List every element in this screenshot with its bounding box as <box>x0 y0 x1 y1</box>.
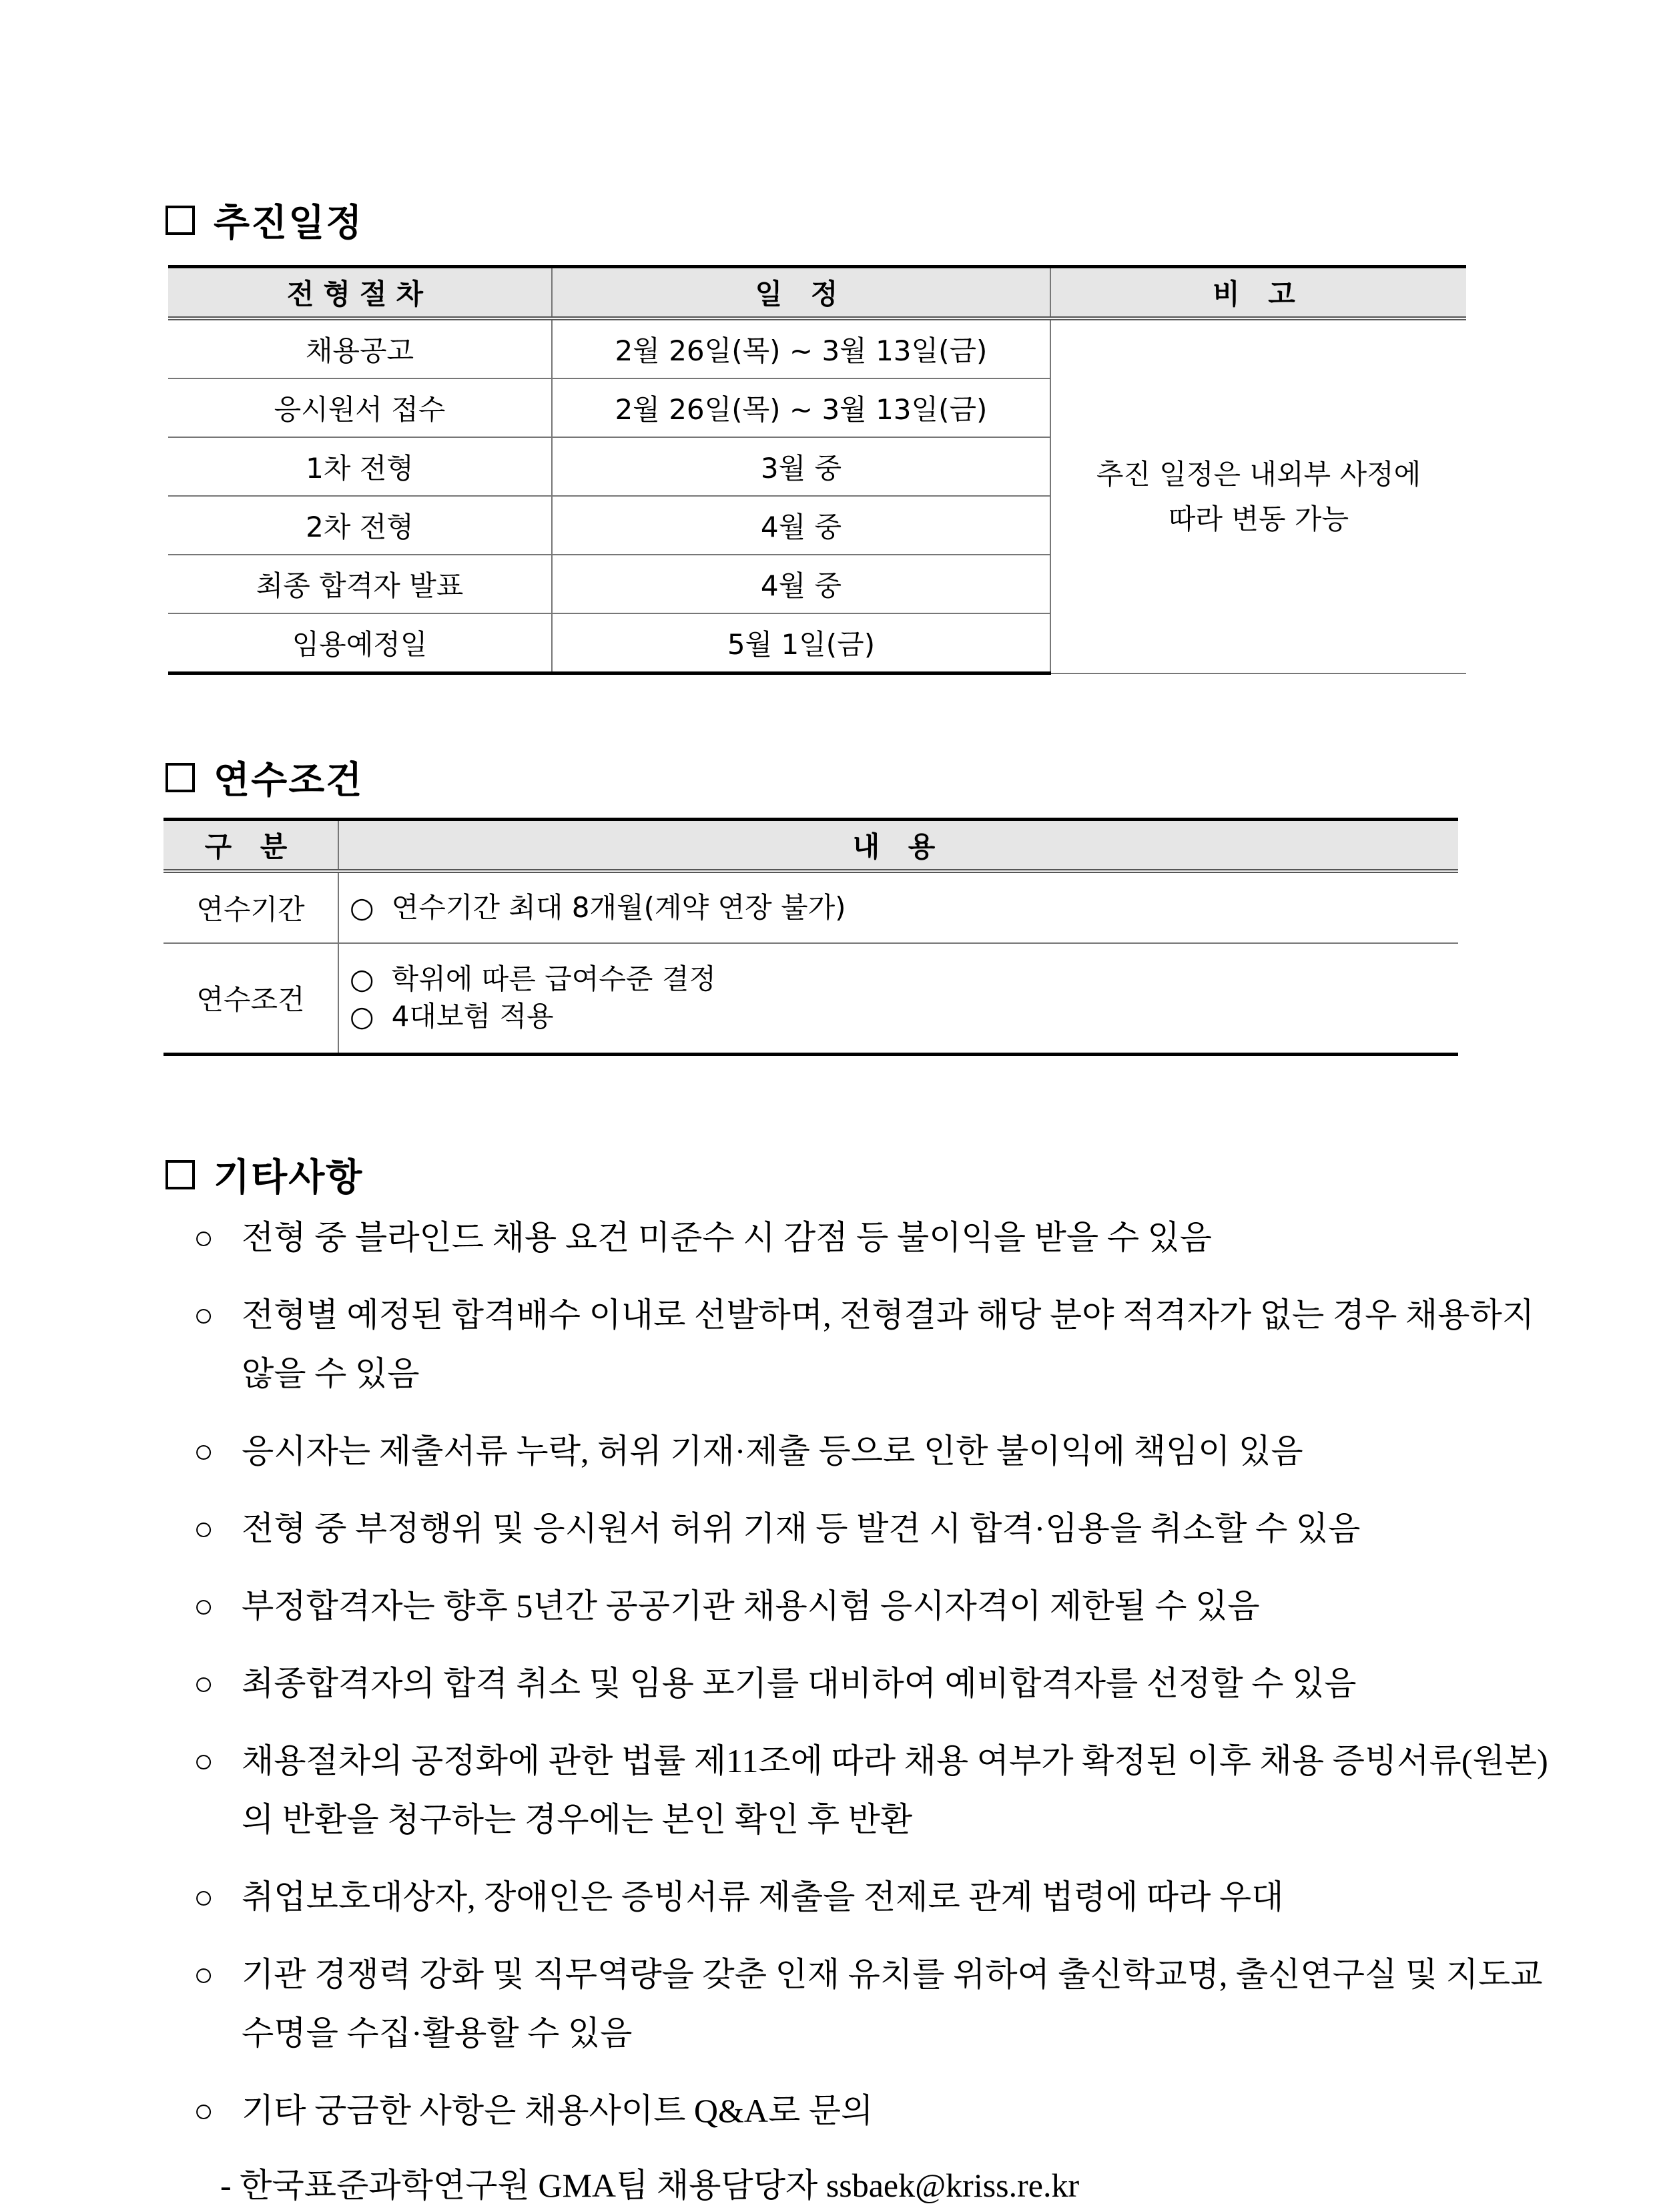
date-cell: 4월 중 <box>552 496 1050 555</box>
contact-info: - 한국표준과학연구원 GMA팀 채용담당자 ssbaek@kriss.re.kr <box>220 2167 1080 2204</box>
checkbox-square-icon <box>166 763 195 792</box>
circle-bullet-icon: ○ <box>350 890 374 924</box>
etc-section-title <box>166 1148 363 1201</box>
category-cell: 연수조건 <box>163 943 338 1054</box>
training-section-title <box>166 751 363 804</box>
content-cell <box>338 943 1458 1054</box>
header-content: 내 용 <box>338 820 1458 872</box>
note-line: 추진 일정은 내외부 사정에 <box>1096 457 1421 491</box>
step-cell: 채용공고 <box>168 318 552 378</box>
list-item: ○ 기관 경쟁력 강화 및 직무역량을 갖춘 인재 유치를 위하여 출신학교명, 출신연구실 및 지도교수명을 수집·활용할 수 있음 <box>194 1945 1548 2062</box>
header-step: 전형절차 <box>168 267 552 319</box>
etc-title-text: 기타사항 <box>214 1156 364 1199</box>
step-cell: 임용예정일 <box>168 613 552 673</box>
step-cell: 응시원서 접수 <box>168 378 552 437</box>
table-row <box>163 943 1458 1054</box>
list-item: ○ 부정합격자는 향후 5년간 공공기관 채용시험 응시자격이 제한될 수 있음 <box>194 1577 1548 1635</box>
content-item: ○ 4대보험 적용 <box>350 1000 554 1033</box>
list-item: ○ 응시자는 제출서류 누락, 허위 기재·제출 등으로 인한 불이익에 책임이 있음 <box>194 1422 1548 1480</box>
list-item: ○ 채용절차의 공정화에 관한 법률 제11조에 따라 채용 여부가 확정된 이후 채용 증빙서류(원본)의 반환을 청구하는 경우에는 본인 확인 후 반환 <box>194 1731 1548 1849</box>
date-cell: 2월 26일(목) ~ 3월 13일(금) <box>552 318 1050 378</box>
checkbox-square-icon <box>166 206 195 235</box>
table-row <box>163 871 1458 943</box>
list-item: ○ 전형 중 부정행위 및 응시원서 허위 기재 등 발견 시 합격·임용을 취소할 수 있음 <box>194 1499 1548 1558</box>
circle-bullet-icon: ○ <box>194 1742 214 1779</box>
schedule-section-title <box>166 194 363 247</box>
list-item: ○ 전형별 예정된 합격배수 이내로 선발하며, 전형결과 해당 분야 적격자가 없는 경우 채용하지 않을 수 있음 <box>194 1286 1548 1403</box>
date-cell: 4월 중 <box>552 555 1050 613</box>
content-item: ○ 학위에 따른 급여수준 결정 <box>350 962 717 995</box>
list-item: ○ 기타 궁금한 사항은 채용사이트 Q&A로 문의 <box>194 2081 1548 2140</box>
circle-bullet-icon: ○ <box>350 962 374 995</box>
content-cell <box>338 871 1458 943</box>
header-note: 비 고 <box>1050 267 1466 319</box>
date-cell: 5월 1일(금) <box>552 613 1050 673</box>
circle-bullet-icon: ○ <box>194 1878 214 1916</box>
training-header-row <box>163 820 1458 872</box>
header-category: 구 분 <box>163 820 338 872</box>
circle-bullet-icon: ○ <box>194 1510 214 1547</box>
circle-bullet-icon: ○ <box>194 1956 214 1993</box>
schedule-header-row <box>168 267 1466 319</box>
content-item: ○ 연수기간 최대 8개월(계약 연장 불가) <box>350 890 846 924</box>
circle-bullet-icon: ○ <box>194 1587 214 1625</box>
training-title-text: 연수조건 <box>214 759 364 802</box>
list-item: ○ 취업보호대상자, 장애인은 증빙서류 제출을 전제로 관계 법령에 따라 우대 <box>194 1868 1548 1926</box>
header-date: 일 정 <box>552 267 1050 319</box>
circle-bullet-icon: ○ <box>194 1296 214 1334</box>
schedule-table <box>168 265 1466 675</box>
circle-bullet-icon: ○ <box>194 1665 214 1702</box>
checkbox-square-icon <box>166 1160 195 1189</box>
step-cell: 2차 전형 <box>168 496 552 555</box>
date-cell: 2월 26일(목) ~ 3월 13일(금) <box>552 378 1050 437</box>
circle-bullet-icon: ○ <box>350 1000 374 1033</box>
circle-bullet-icon: ○ <box>194 1432 214 1470</box>
schedule-note-cell <box>1050 318 1466 673</box>
category-cell: 연수기간 <box>163 871 338 943</box>
schedule-title-text: 추진일정 <box>214 202 364 245</box>
date-cell: 3월 중 <box>552 437 1050 496</box>
list-item: ○ 전형 중 블라인드 채용 요건 미준수 시 감점 등 불이익을 받을 수 있음 <box>194 1208 1548 1267</box>
step-cell: 최종 합격자 발표 <box>168 555 552 613</box>
step-cell: 1차 전형 <box>168 437 552 496</box>
circle-bullet-icon: ○ <box>194 2092 214 2129</box>
table-row <box>168 318 1466 378</box>
note-line: 따라 변동 가능 <box>1168 502 1349 535</box>
etc-list <box>194 1208 1548 2212</box>
training-table <box>163 818 1458 1056</box>
list-item: ○ 최종합격자의 합격 취소 및 임용 포기를 대비하여 예비합격자를 선정할 수 있음 <box>194 1654 1548 1713</box>
circle-bullet-icon: ○ <box>194 1219 214 1256</box>
